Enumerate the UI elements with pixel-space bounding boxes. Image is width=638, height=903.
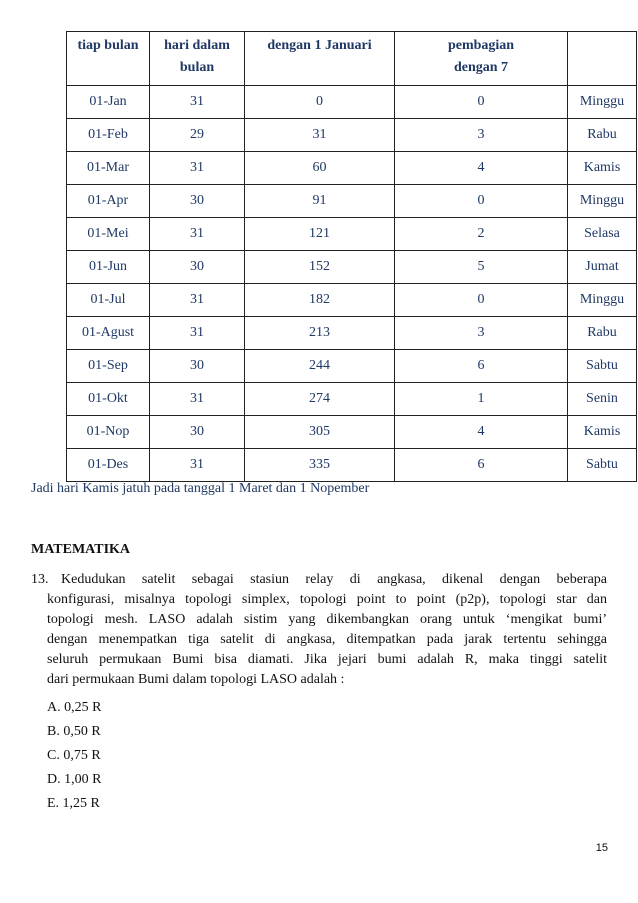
- table-cell: 182: [245, 284, 395, 317]
- table-cell: 0: [395, 284, 568, 317]
- table-cell: Sabtu: [568, 350, 637, 383]
- table-cell: 3: [395, 119, 568, 152]
- header-cell: hari dalam bulan: [150, 32, 245, 86]
- table-row: [67, 119, 637, 152]
- table-cell: 6: [395, 449, 568, 482]
- question-text: dari permukaan Bumi dalam topologi LASO adalah :: [47, 672, 345, 687]
- table-cell: 29: [150, 119, 245, 152]
- table-cell: 31: [150, 152, 245, 185]
- table-row: [67, 86, 637, 119]
- table-cell: Minggu: [568, 284, 637, 317]
- question-text: topologi mesh. LASO adalah sistim yang dikembangkan orang untuk ‘mengikat bumi’: [47, 612, 607, 627]
- table-cell: Rabu: [568, 317, 637, 350]
- table-cell: 30: [150, 416, 245, 449]
- answer-option-d: D. 1,00 R: [47, 772, 102, 787]
- table-cell: 1: [395, 383, 568, 416]
- table-cell: 0: [395, 86, 568, 119]
- table-row: [67, 218, 637, 251]
- header-cell: [568, 32, 637, 86]
- table-cell: 213: [245, 317, 395, 350]
- table-header-row: [67, 32, 637, 86]
- table-cell: Jumat: [568, 251, 637, 284]
- table-cell: 60: [245, 152, 395, 185]
- table-cell: 335: [245, 449, 395, 482]
- table-row: [67, 185, 637, 218]
- table-cell: 152: [245, 251, 395, 284]
- table-cell: 01-Des: [67, 449, 150, 482]
- question-text: Kedudukan satelit sebagai stasiun relay di angkasa, dikenal dengan beberapa: [61, 572, 607, 587]
- table-row: [67, 449, 637, 482]
- table-cell: 3: [395, 317, 568, 350]
- table-cell: Minggu: [568, 185, 637, 218]
- table-cell: 121: [245, 218, 395, 251]
- table-cell: 31: [150, 284, 245, 317]
- question-text: konfigurasi, misalnya topologi simplex, topologi point to point (p2p), topologi star dan: [47, 592, 607, 607]
- answer-option-e: E. 1,25 R: [47, 796, 100, 811]
- table-cell: 0: [395, 185, 568, 218]
- table-row: [67, 416, 637, 449]
- day-of-week-table: [66, 31, 637, 482]
- table-cell: 244: [245, 350, 395, 383]
- table-row: [67, 350, 637, 383]
- header-cell: dengan 1 Januari: [245, 32, 395, 86]
- table-cell: 274: [245, 383, 395, 416]
- answer-option-c: C. 0,75 R: [47, 748, 101, 763]
- table-cell: 01-Jan: [67, 86, 150, 119]
- table-cell: 01-Mar: [67, 152, 150, 185]
- table-cell: 4: [395, 152, 568, 185]
- answer-options: [31, 696, 607, 816]
- table-cell: 01-Okt: [67, 383, 150, 416]
- question-13: [31, 570, 607, 816]
- table-cell: 0: [245, 86, 395, 119]
- table-cell: 31: [150, 383, 245, 416]
- answer-option-b: B. 0,50 R: [47, 724, 101, 739]
- question-text: seluruh permukaan Bumi bisa diamati. Jika jejari bumi adalah R, maka tinggi satelit: [47, 652, 607, 667]
- table-row: [67, 251, 637, 284]
- header-cell: pembagian dengan 7: [395, 32, 568, 86]
- table-cell: 30: [150, 251, 245, 284]
- table-cell: 01-Nop: [67, 416, 150, 449]
- page-number: 15: [595, 842, 608, 854]
- table-cell: 305: [245, 416, 395, 449]
- section-title: MATEMATIKA: [31, 542, 131, 557]
- answer-option-a: A. 0,25 R: [47, 700, 102, 715]
- table-cell: 30: [150, 185, 245, 218]
- question-body: [31, 590, 607, 690]
- table-cell: 6: [395, 350, 568, 383]
- table-row: [67, 317, 637, 350]
- table-cell: 31: [245, 119, 395, 152]
- table-cell: 01-Mei: [67, 218, 150, 251]
- table-cell: Kamis: [568, 152, 637, 185]
- table-cell: 01-Jun: [67, 251, 150, 284]
- question-text: dengan menempatkan tiga satelit di angkasa, ditempatkan pada jarak tertentu sehingga: [47, 632, 607, 647]
- table-cell: Selasa: [568, 218, 637, 251]
- table-row: [67, 284, 637, 317]
- table-cell: 30: [150, 350, 245, 383]
- table-cell: 01-Feb: [67, 119, 150, 152]
- table-cell: 91: [245, 185, 395, 218]
- table-cell: 01-Apr: [67, 185, 150, 218]
- conclusion-text: Jadi hari Kamis jatuh pada tanggal 1 Maret dan 1 Nopember: [31, 481, 370, 496]
- table-cell: Kamis: [568, 416, 637, 449]
- table-cell: 5: [395, 251, 568, 284]
- table-cell: 01-Agust: [67, 317, 150, 350]
- table-row: [67, 383, 637, 416]
- table-cell: 31: [150, 449, 245, 482]
- table-cell: 4: [395, 416, 568, 449]
- table-cell: 31: [150, 218, 245, 251]
- question-number: 13.: [31, 572, 49, 587]
- table-cell: Sabtu: [568, 449, 637, 482]
- table-row: [67, 152, 637, 185]
- table-cell: 2: [395, 218, 568, 251]
- table-cell: 01-Jul: [67, 284, 150, 317]
- table-cell: Rabu: [568, 119, 637, 152]
- header-cell: tiap bulan: [67, 32, 150, 86]
- table-cell: Senin: [568, 383, 637, 416]
- table-cell: 01-Sep: [67, 350, 150, 383]
- table-cell: 31: [150, 317, 245, 350]
- table-cell: 31: [150, 86, 245, 119]
- table-cell: Minggu: [568, 86, 637, 119]
